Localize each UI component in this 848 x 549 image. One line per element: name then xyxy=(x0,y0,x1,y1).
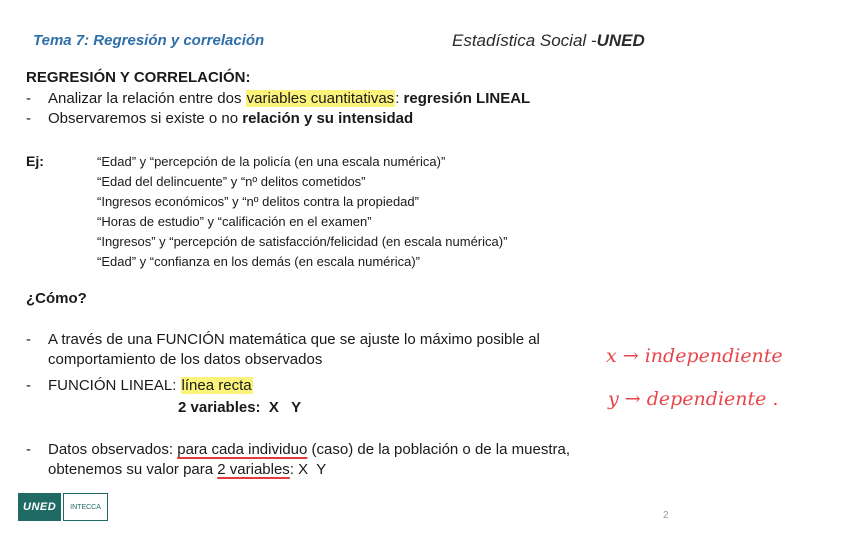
bullet-datos-cont: obtenemos su valor para 2 variables: X Y xyxy=(48,461,327,478)
highlight-variables: variables cuantitativas xyxy=(246,90,395,107)
underline-2-variables: 2 variables xyxy=(217,461,290,478)
course-prefix: Estadística Social - xyxy=(452,31,597,50)
bullet-funcion-lineal: - FUNCIÓN LINEAL: línea recta xyxy=(26,377,252,394)
handwritten-y-dependiente: y → dependiente . xyxy=(608,388,779,410)
bullet-analizar: - Analizar la relación entre dos variables cuantitativas: regresión LINEAL xyxy=(26,90,531,107)
bullet-funcion-cont: comportamiento de los datos observados xyxy=(48,351,323,368)
section-heading: REGRESIÓN Y CORRELACIÓN: xyxy=(26,69,251,86)
example-item: “Ingresos económicos” y “nº delitos contra la propiedad” xyxy=(97,194,419,209)
examples-label: Ej: xyxy=(26,153,44,169)
bullet-observaremos: - Observaremos si existe o no relación y su intensidad xyxy=(26,110,414,127)
two-variables-label: 2 variables: X Y xyxy=(178,399,302,416)
course-brand: UNED xyxy=(596,31,645,50)
bullet-funcion: - A través de una FUNCIÓN matemática que se ajuste lo máximo posible al xyxy=(26,331,540,348)
example-item: “Horas de estudio” y “calificación en el examen” xyxy=(97,214,372,229)
uned-logo: UNED xyxy=(18,493,61,521)
uned-intecca-logo xyxy=(18,493,108,521)
example-item: “Edad del delincuente” y “nº delitos cometidos” xyxy=(97,174,366,189)
bullet-datos: - Datos observados: para cada individuo (caso) de la población o de la muestra, xyxy=(26,441,570,458)
example-item: “Edad” y “confianza en los demás (en escala numérica)” xyxy=(97,254,420,269)
como-heading: ¿Cómo? xyxy=(26,290,87,307)
underline-individuo: para cada individuo xyxy=(177,441,308,458)
slide-topic: Tema 7: Regresión y correlación xyxy=(33,32,265,49)
example-item: “Ingresos” y “percepción de satisfacción/felicidad (en escala numérica)” xyxy=(97,234,508,249)
highlight-linea-recta: línea recta xyxy=(181,377,252,394)
handwritten-x-independiente: x → independiente xyxy=(606,345,783,367)
page-number: 2 xyxy=(663,510,669,521)
example-item: “Edad” y “percepción de la policía (en una escala numérica)” xyxy=(97,154,446,169)
course-title xyxy=(452,31,645,51)
intecca-logo: INTECCA xyxy=(63,493,108,521)
